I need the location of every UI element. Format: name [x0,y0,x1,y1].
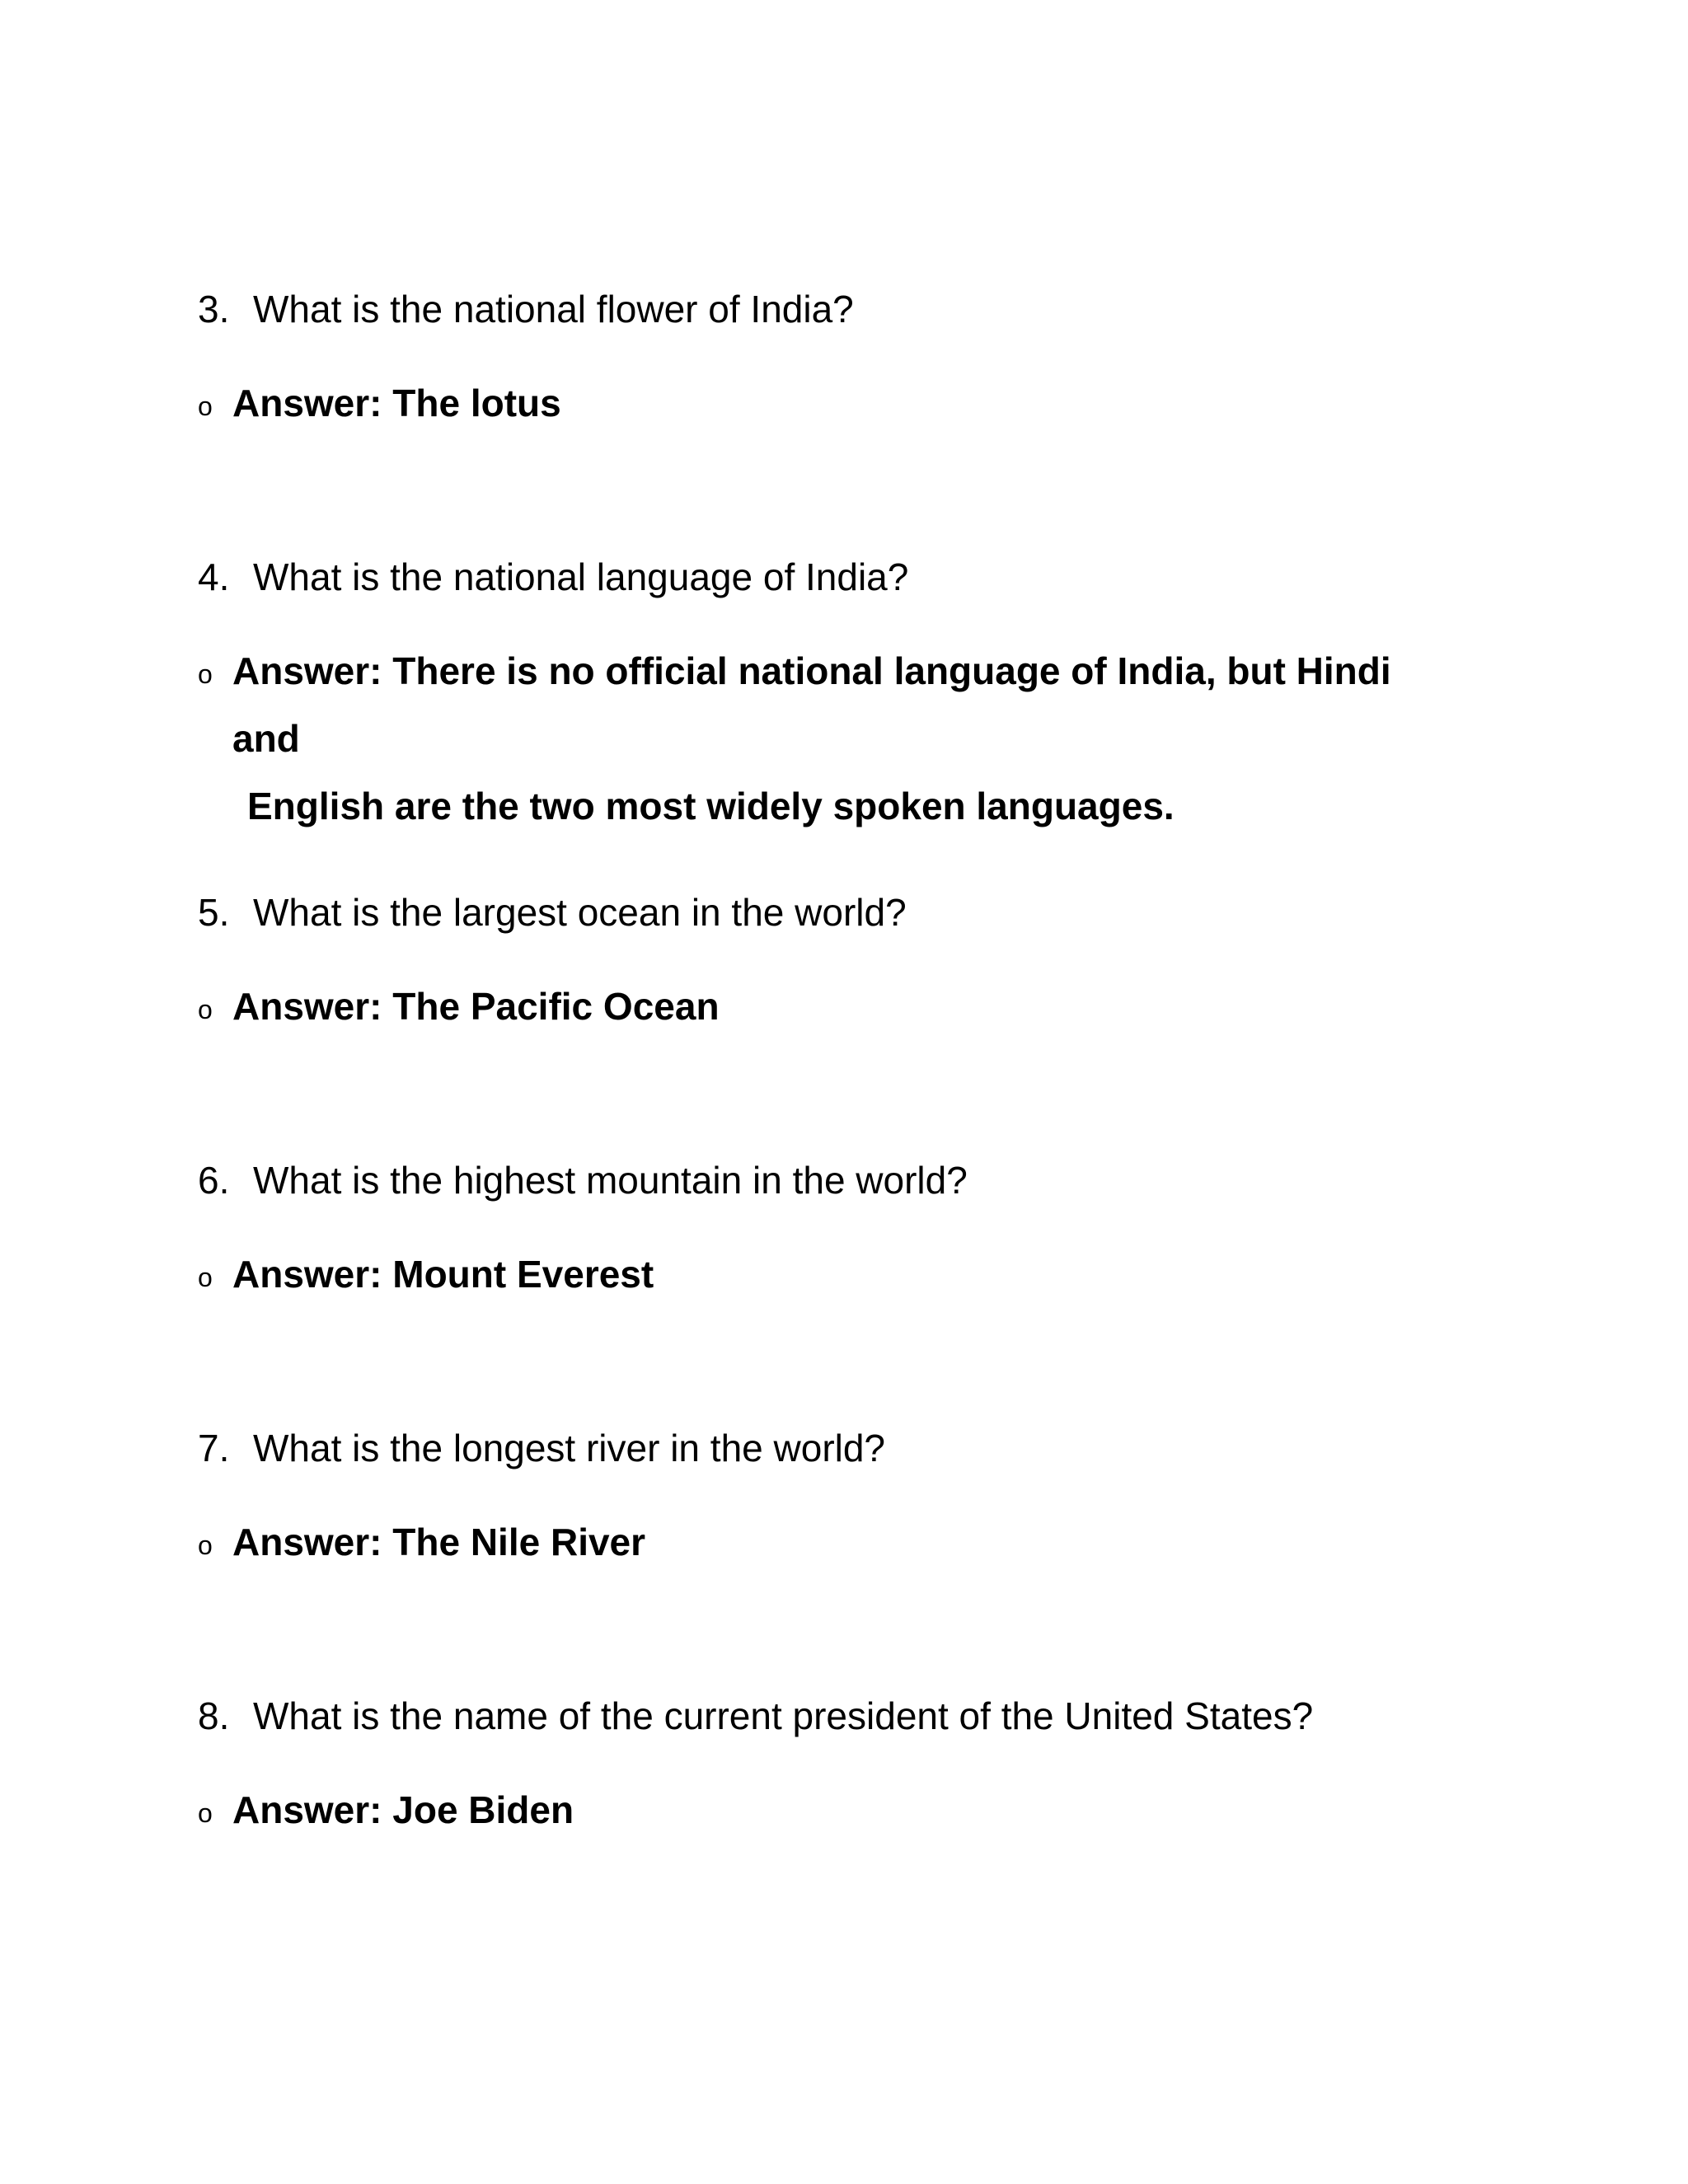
question-number: 3. [198,288,230,330]
answer [198,1240,1517,1308]
question-text: What is the national flower of India? [253,288,854,330]
answer-text: Answer: Mount Everest [232,1253,654,1296]
answer-text: Answer: The lotus [232,382,561,424]
question-text: What is the largest ocean in the world? [253,891,907,934]
bullet-icon: o [198,1530,213,1560]
question-text: What is the name of the current president of the United States? [253,1694,1314,1737]
answer-text: Answer: The Nile River [232,1521,646,1563]
question [198,1151,1517,1209]
question-number: 5. [198,891,230,934]
qa-item-8 [198,1687,1517,1844]
answer-line: English are the two most widely spoken languages. [247,785,1175,827]
answer-text [198,637,1469,840]
qa-item-5 [198,883,1517,1040]
qa-item-3 [198,280,1517,437]
question [198,1419,1517,1477]
answer-text: Answer: The Pacific Ocean [232,985,720,1028]
question-number: 4. [198,555,230,598]
bullet-icon: o [198,659,213,689]
answer [198,369,1517,437]
bullet-icon: o [198,391,213,421]
question-text: What is the longest river in the world? [253,1427,886,1469]
qa-item-7 [198,1419,1517,1576]
question [198,1687,1517,1745]
question-text: What is the highest mountain in the world? [253,1159,968,1202]
answer [198,637,1517,840]
answer [198,1776,1517,1844]
answer [198,1508,1517,1576]
bullet-icon: o [198,1263,213,1292]
question [198,883,1517,941]
question-number: 7. [198,1427,230,1469]
question [198,548,1517,606]
question-number: 8. [198,1694,230,1737]
question [198,280,1517,338]
answer-text: Answer: Joe Biden [232,1788,574,1831]
qa-item-6 [198,1151,1517,1308]
question-text: What is the national language of India? [253,555,909,598]
answer [198,972,1517,1040]
qa-item-4 [198,548,1517,840]
bullet-icon: o [198,1798,213,1828]
answer-line: Answer: There is no official national language of India, but Hindi and [232,649,1391,760]
bullet-icon: o [198,995,213,1024]
question-number: 6. [198,1159,230,1202]
